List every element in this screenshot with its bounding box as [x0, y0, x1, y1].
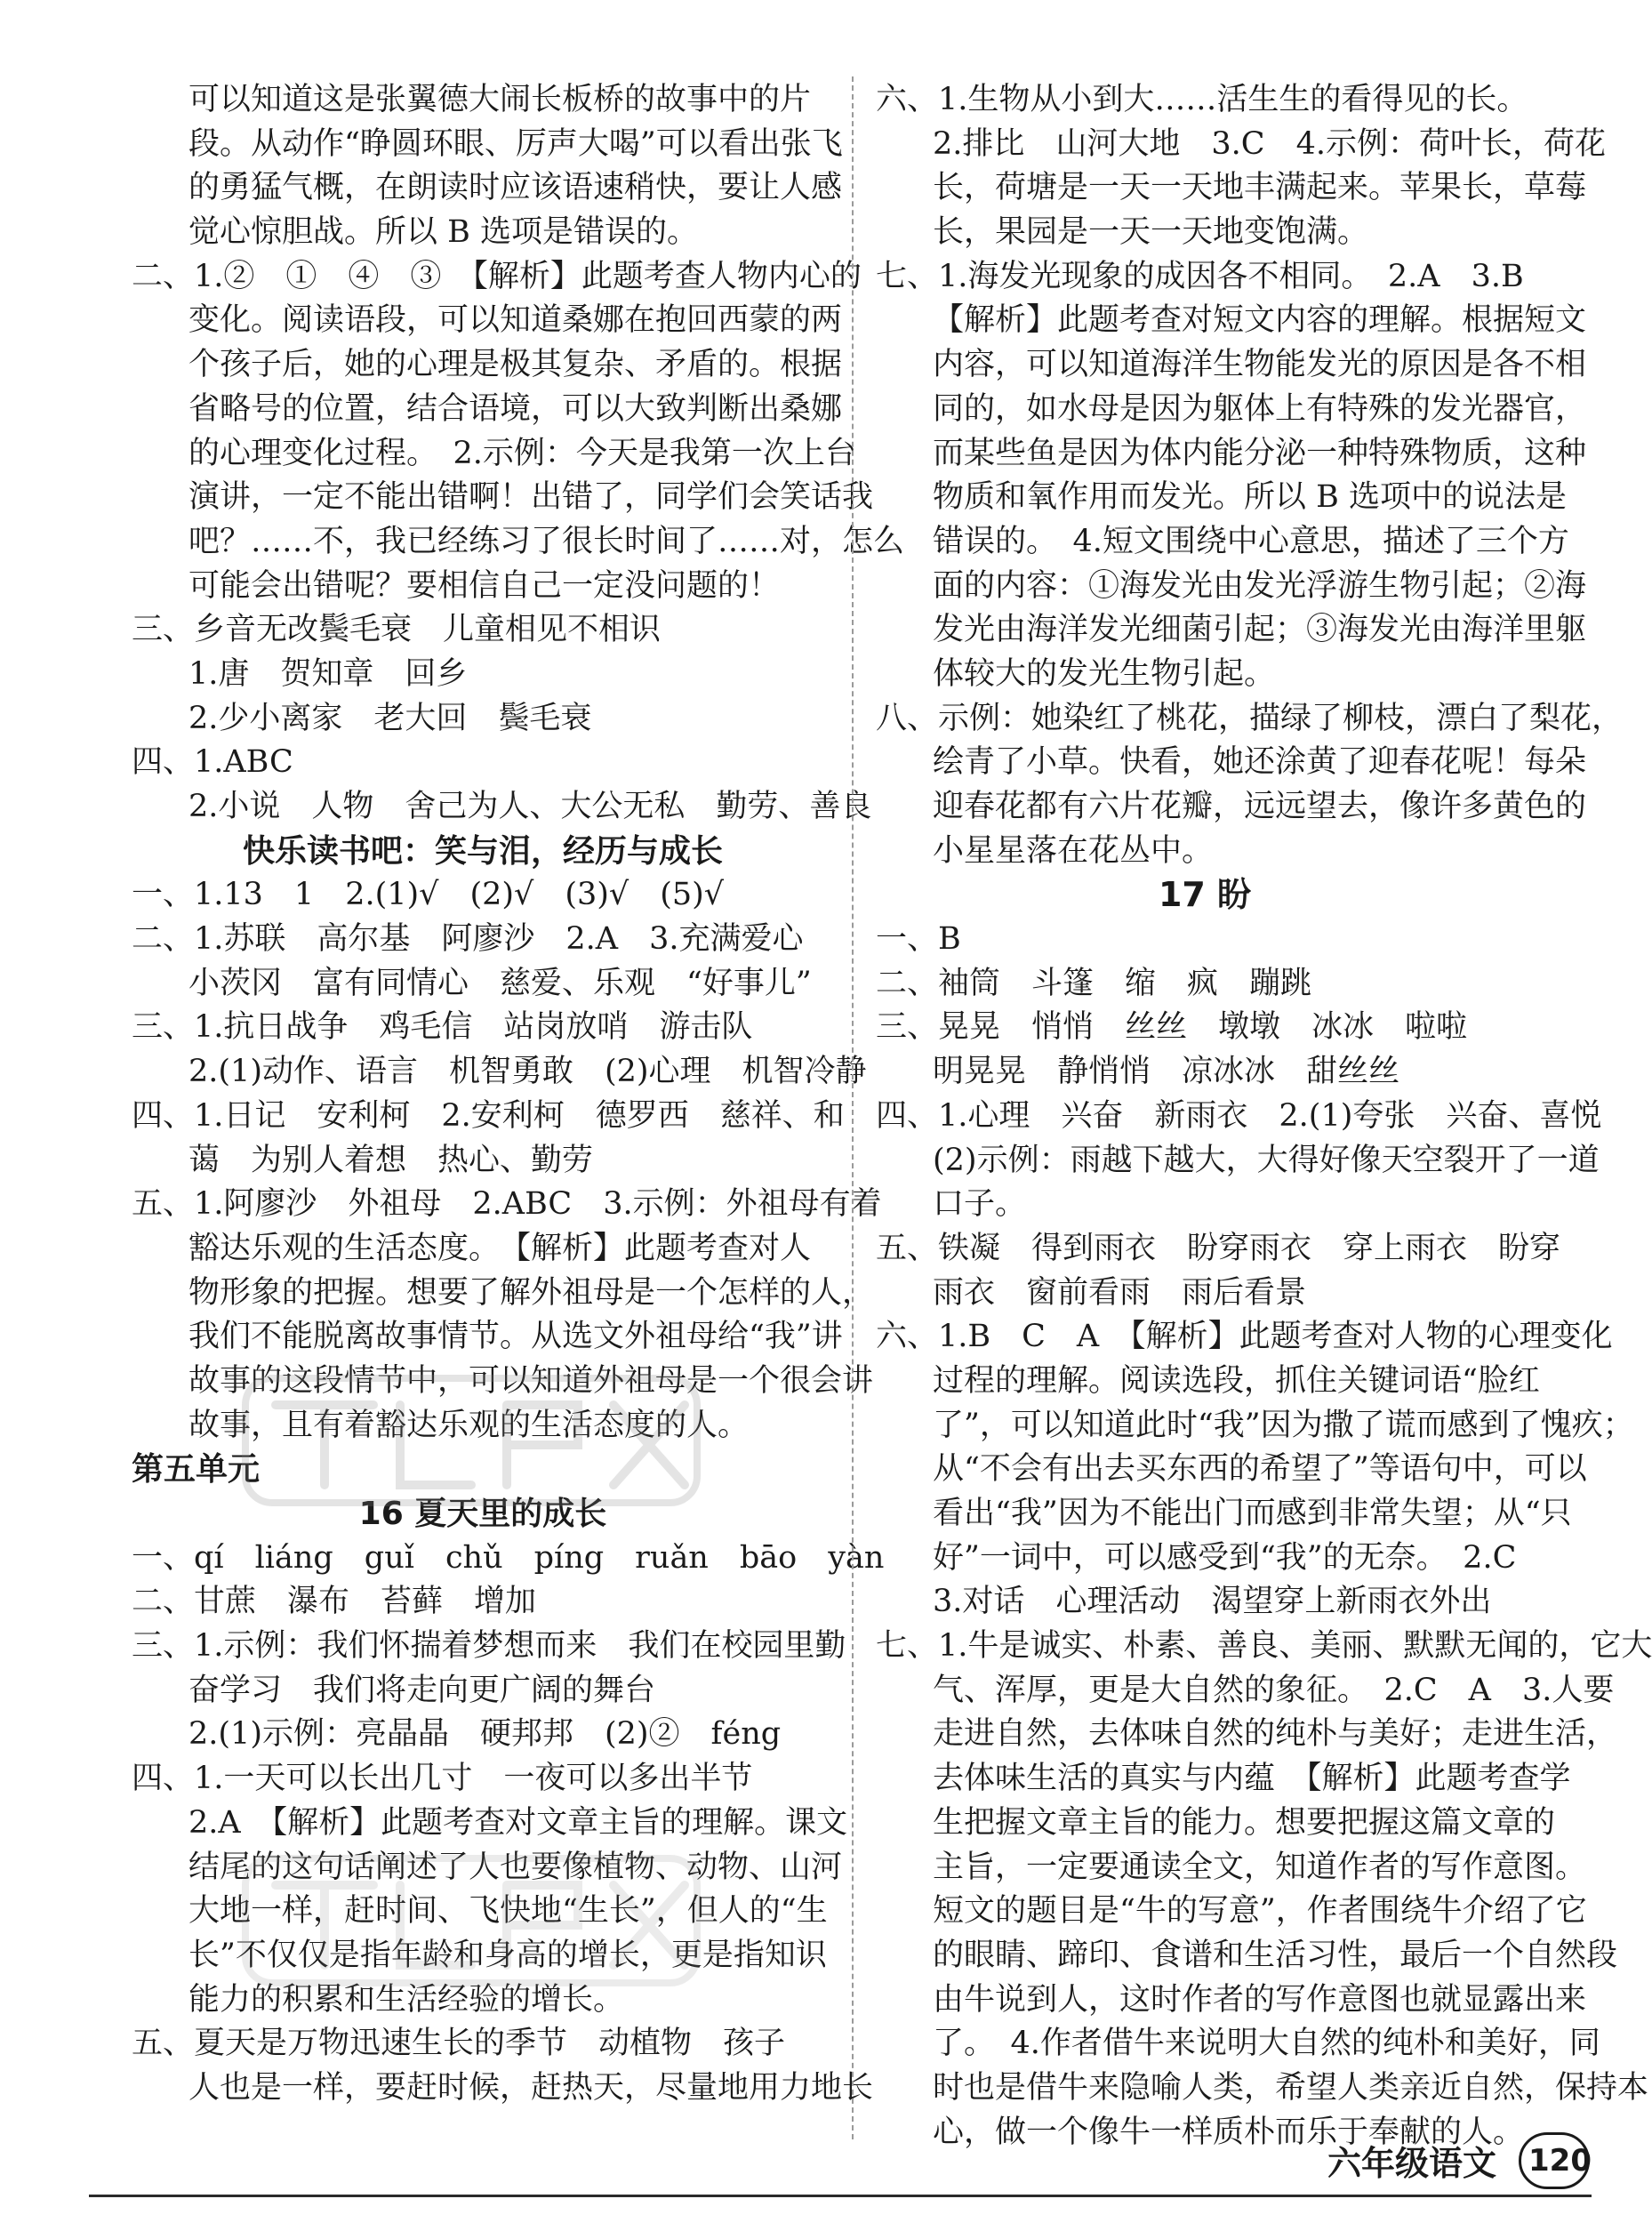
- answer-line: 省略号的位置，结合语境，可以大致判断出桑娜: [188, 390, 843, 427]
- answer-line: 3.对话 心理活动 渴望穿上新雨衣外出: [933, 1584, 1492, 1620]
- answer-line: 了”，可以知道此时“我”因为撒了谎而感到了愧疚；: [933, 1407, 1634, 1443]
- answer-line: 长”不仅仅是指年龄和身高的增长，更是指知识: [188, 1937, 827, 1973]
- answer-line: 觉心惊胆战。所以 B 选项是错误的。: [188, 214, 698, 251]
- answer-line: 体较大的发光生物引起。: [933, 655, 1276, 692]
- answer-line: 七、1.海发光现象的成因各不相同。 2.A 3.B: [876, 258, 1524, 294]
- answer-line: 四、1.日记 安利柯 2.安利柯 德罗西 慈祥、和: [132, 1097, 845, 1134]
- answer-line: 气、浑厚，更是大自然的象征。 2.C A 3.人要: [933, 1672, 1615, 1708]
- answer-line: 2.(1)示例：亮晶晶 硬邦邦 (2)② féng: [188, 1716, 782, 1753]
- answer-line: 长，果园是一天一天地变饱满。: [933, 214, 1369, 251]
- unit-heading: 第五单元: [132, 1451, 261, 1489]
- answer-line: 明晃晃 静悄悄 凉冰冰 甜丝丝: [933, 1054, 1400, 1090]
- answer-line: 好”一词中，可以感受到“我”的无奈。 2.C: [933, 1539, 1517, 1576]
- section-heading: 快乐读书吧：笑与泪，经历与成长: [242, 832, 723, 870]
- answer-line: 生把握文章主旨的能力。想要把握这篇文章的: [933, 1804, 1556, 1841]
- answer-line: 四、1.心理 兴奋 新雨衣 2.(1)夸张 兴奋、喜悦: [876, 1097, 1602, 1134]
- answer-line: 的眼睛、蹄印、食谱和生活习性，最后一个自然段: [933, 1937, 1618, 1973]
- answer-line: 内容，可以知道海洋生物能发光的原因是各不相: [933, 347, 1587, 383]
- answer-line: 能力的积累和生活经验的增长。: [188, 1981, 625, 2018]
- answer-line: 小星星落在花丛中。: [933, 832, 1214, 869]
- column-divider: [852, 76, 854, 2139]
- section-heading: 17 盼: [1158, 875, 1252, 915]
- answer-line: 二、1.苏联 高尔基 阿廖沙 2.A 3.充满爱心: [132, 921, 804, 958]
- answer-line: 过程的理解。阅读选段，抓住关键词语“脸红: [933, 1362, 1540, 1399]
- answer-line: 八、示例：她染红了桃花，描绿了柳枝，漂白了梨花，: [876, 700, 1624, 736]
- answer-line: 的心理变化过程。 2.示例：今天是我第一次上台: [188, 435, 856, 471]
- answer-line: 走进自然，去体味自然的纯朴与美好；走进生活，: [933, 1716, 1618, 1753]
- answer-line: 迎春花都有六片花瓣，远远望去，像许多黄色的: [933, 789, 1587, 824]
- answer-line: 口子。: [933, 1186, 1027, 1223]
- answer-line: 四、1.ABC: [132, 744, 293, 781]
- answer-line: 由牛说到人，这时作者的写作意图也就显露出来: [933, 1981, 1587, 2018]
- answer-line: 可以知道这是张翼德大闹长板桥的故事中的片: [188, 82, 812, 117]
- bottom-rule: [89, 2195, 1592, 2197]
- answer-line: 绘青了小草。快看，她还涂黄了迎春花呢！每朵: [933, 744, 1587, 781]
- answer-line: 物形象的把握。想要了解外祖母是一个怎样的人，: [188, 1274, 874, 1311]
- answer-line: (2)示例：雨越下越大，大得好像天空裂开了一道: [933, 1142, 1600, 1178]
- answer-line: 1.唐 贺知章 回乡: [188, 655, 468, 692]
- answer-line: 2.A 【解析】此题考查对文章主旨的理解。课文: [188, 1804, 848, 1841]
- answer-line: 大地一样，赶时间、飞快地“生长”，但人的“生: [188, 1893, 828, 1930]
- answer-line: 人也是一样，要赶时候，赶热天，尽量地用力地长: [188, 2069, 874, 2106]
- answer-line: 小茨冈 富有同情心 慈爱、乐观 “好事儿”: [188, 965, 812, 1001]
- answer-line: 三、1.示例：我们怀揣着梦想而来 我们在校园里勤: [132, 1628, 846, 1665]
- answer-line: 发光由海洋发光细菌引起；③海发光由海洋里躯: [933, 612, 1587, 648]
- answer-line: 心，做一个像牛一样质朴而乐于奉献的人。: [933, 2114, 1525, 2150]
- answer-line: 主旨，一定要通读全文，知道作者的写作意图。: [933, 1849, 1587, 1885]
- answer-line: 了。 4.作者借牛来说明大自然的纯朴和美好，同: [933, 2026, 1600, 2062]
- answer-line: 蔼 为别人着想 热心、勤劳: [188, 1142, 594, 1178]
- answer-line: 二、甘蔗 瀑布 苔藓 增加: [132, 1584, 537, 1620]
- answer-line: 2.(1)动作、语言 机智勇敢 (2)心理 机智冷静: [188, 1054, 867, 1090]
- section-heading: 16 夏天里的成长: [358, 1496, 607, 1532]
- answer-line: 三、晃晃 悄悄 丝丝 墩墩 冰冰 啦啦: [876, 1009, 1468, 1046]
- answer-line: 四、1.一天可以长出几寸 一夜可以多出半节: [132, 1761, 753, 1797]
- left-column: [132, 78, 905, 2111]
- answer-line: 看出“我”因为不能出门而感到非常失望；从“只: [933, 1496, 1572, 1531]
- answer-line: 豁达乐观的生活态度。 【解析】此题考查对人: [188, 1230, 812, 1266]
- footer-label: 六年级语文: [1327, 2144, 1497, 2183]
- answer-line: 二、袖筒 斗篷 缩 疯 蹦跳: [876, 965, 1312, 1001]
- answer-line: 五、夏天是万物迅速生长的季节 动植物 孩子: [132, 2026, 786, 2062]
- answer-line: 而某些鱼是因为体内能分泌一种特殊物质，这种: [933, 435, 1587, 471]
- answer-line: 物质和氧作用而发光。所以 B 选项中的说法是: [933, 479, 1567, 516]
- answer-line: 段。从动作“睁圆环眼、厉声大喝”可以看出张飞: [188, 125, 843, 162]
- answer-line: 【解析】此题考查对短文内容的理解。根据短文: [933, 302, 1587, 339]
- answer-line: 个孩子后，她的心理是极其复杂、矛盾的。根据: [188, 347, 843, 383]
- answer-line: 二、1.② ① ④ ③ 【解析】此题考查人物内心的: [132, 258, 862, 294]
- answer-line: 2.少小离家 老大回 鬓毛衰: [188, 700, 592, 736]
- answer-line: 一、B: [876, 921, 961, 958]
- answer-line: 去体味生活的真实与内蕴 【解析】此题考查学: [933, 1761, 1571, 1797]
- answer-line: 故事的这段情节中，可以知道外祖母是一个很会讲: [188, 1362, 874, 1399]
- answer-line: 的勇猛气概，在朗读时应该语速稍快，要让人感: [188, 170, 843, 206]
- answer-line: 短文的题目是“牛的写意”，作者围绕牛介绍了它: [933, 1893, 1587, 1930]
- answer-line: 可能会出错呢？要相信自己一定没问题的！: [188, 567, 781, 604]
- answer-line: 演讲，一定不能出错啊！出错了，同学们会笑话我: [188, 479, 874, 516]
- answer-line: 六、1.生物从小到大……活生生的看得见的长。: [876, 82, 1528, 117]
- page-number-badge: 120: [1519, 2132, 1590, 2189]
- answer-line: 结尾的这句话阐述了人也要像植物、动物、山河: [188, 1849, 843, 1885]
- answer-line: 2.排比 山河大地 3.C 4.示例：荷叶长，荷花: [933, 125, 1606, 162]
- answer-line: 从“不会有出去买东西的希望了”等语句中，可以: [933, 1451, 1587, 1488]
- answer-line: 一、1.13 1 2.(1)√ (2)√ (3)√ (5)√: [132, 877, 725, 913]
- answer-line: 2.小说 人物 舍己为人、大公无私 勤劳、善良: [188, 789, 872, 824]
- answer-line: 七、1.牛是诚实、朴素、善良、美丽、默默无闻的，它大: [876, 1628, 1652, 1665]
- answer-line: 面的内容：①海发光由发光浮游生物引起；②海: [933, 567, 1587, 604]
- answer-line: 时也是借牛来隐喻人类，希望人类亲近自然，保持本: [933, 2069, 1649, 2106]
- answer-line: 三、乡音无改鬓毛衰 儿童相见不相识: [132, 612, 662, 648]
- answer-line: 错误的。 4.短文围绕中心意思，描述了三个方: [933, 523, 1569, 559]
- answer-line: 我们不能脱离故事情节。从选文外祖母给“我”讲: [188, 1319, 843, 1355]
- answer-line: 同的，如水母是因为躯体上有特殊的发光器官，: [933, 390, 1587, 427]
- answer-line: 一、qí liáng guǐ chǔ píng ruǎn bāo yàn: [132, 1539, 885, 1576]
- answer-line: 三、1.抗日战争 鸡毛信 站岗放哨 游击队: [132, 1009, 753, 1046]
- answer-line: 六、1.B C A 【解析】此题考查对人物的心理变化: [876, 1319, 1613, 1355]
- right-column: [876, 78, 1652, 2155]
- answer-line: 吧？……不，我已经练习了很长时间了……对，怎么: [188, 523, 905, 559]
- answer-line: 五、1.阿廖沙 外祖母 2.ABC 3.示例：外祖母有着: [132, 1186, 882, 1223]
- answer-line: 故事，且有着豁达乐观的生活态度的人。: [188, 1407, 750, 1443]
- answer-line: 雨衣 窗前看雨 雨后看景: [933, 1274, 1307, 1311]
- answer-line: 变化。阅读语段，可以知道桑娜在抱回西蒙的两: [188, 302, 843, 339]
- answer-line: 五、铁凝 得到雨衣 盼穿雨衣 穿上雨衣 盼穿: [876, 1230, 1561, 1266]
- answer-line: 奋学习 我们将走向更广阔的舞台: [188, 1672, 656, 1708]
- answer-line: 长，荷塘是一天一天地丰满起来。苹果长，草莓: [933, 170, 1587, 206]
